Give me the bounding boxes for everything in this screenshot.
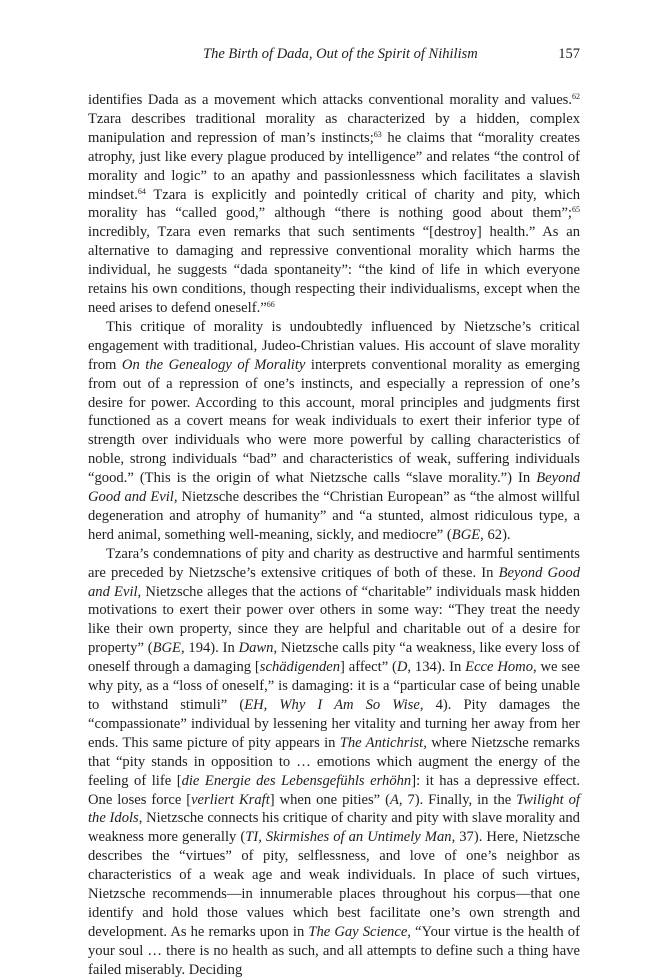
paragraph <box>88 318 580 545</box>
italic-text: schädigenden <box>259 659 341 676</box>
running-header <box>88 46 580 68</box>
italic-text: EH, Why I Am So Wise <box>244 697 420 713</box>
text-run: he claims that “morality creates atrophy, just like every plague produced by intelligence” and relates “the control of morality and logic” to an apathy and passionlessness which facilitates a slavish mindset. <box>88 129 580 203</box>
text-run: Nietzsche calls pity “a weakness, like every loss of oneself through a damaging [ <box>88 640 580 676</box>
text-run: Tzara’s condemnations of pity and charity as destructive and harmful sentiments are preceded by Nietzsche’s extensive critiques of both of these. In <box>88 545 580 581</box>
italic-text: Dawn, <box>238 640 278 657</box>
text-run: “Your virtue is the health of your soul … there is no health as such, and all attempts to define such a thing have failed miserably. Deciding <box>88 923 580 978</box>
text-run: Nietzsche connects his critique of charity and pity with slave morality and weakness more generally ( <box>88 810 580 846</box>
page-number: 157 <box>558 46 580 62</box>
italic-text: A <box>389 791 399 808</box>
text-run: ]: it has a depressive effect. One loses force [ <box>88 772 580 808</box>
italic-text: BGE <box>451 526 481 543</box>
paragraph <box>88 545 580 980</box>
text-run: , 37). Here, Nietzsche describes the “virtues” of pity, selflessness, and love of one’s neighbor as characteristics of a weak age and weak individuals. In place of such virtues, Nietzsche recommends—in innumerable places throughout his corpus—that one identify and hold those values which best facilitate one’s own strength and development. As he remarks upon in <box>88 829 581 940</box>
italic-text: D <box>396 659 408 676</box>
text-run: where Nietzsche remarks that “pity stands in opposition to … emotions which augment the energy of the feeling of life [ <box>88 734 580 789</box>
italic-text: TI, Skirmishes of an Untimely Man <box>245 829 452 846</box>
text-run: ] affect” ( <box>340 659 397 676</box>
italic-text: die Energie des Lebensgefühls erhöhn <box>181 772 412 789</box>
text-run: , 4). Pity damages the “compassionate” individual by lessening her vitality and turning her away from her ends. This same picture of pity appears in <box>88 697 581 751</box>
text-run: , we see why pity, as a “loss of oneself,” is damaging: it is a “particular case of being unable to withstand stimuli” ( <box>88 659 580 713</box>
paragraph <box>88 91 580 318</box>
text-run: Nietzsche alleges that the actions of “charitable” individuals mask hidden motivations to exert their power over others in some way: “They treat the needy like their own property, since they are helpful and charitable out of a desire for property” ( <box>88 583 580 657</box>
text-run: interprets conventional morality as emerging from out of a repression of one’s instincts, and especially a repression of one’s desire for power. According to this account, moral principles and judgments first functioned as a covert means for weak individuals to exert their inferior type of strength over individuals who were more powerful by calling characteristics of noble, strong individuals “bad” and characteristics of weak, suffering individuals “good.” (This is the origin of what Nietzsche calls “slave morality.”) In <box>88 356 580 487</box>
running-title: The Birth of Dada, Out of the Spirit of Nihilism <box>203 46 478 62</box>
footnote-ref: 63 <box>373 129 382 139</box>
italic-text: The Antichrist, <box>339 734 427 751</box>
italic-text: Twilight of the Idols, <box>88 791 580 827</box>
italic-text: BGE <box>152 640 181 657</box>
footnote-ref: 65 <box>572 205 580 215</box>
text-run: Tzara describes traditional morality as characterized by a hidden, complex manipulation and repression of man’s instincts; <box>88 110 580 146</box>
text-run: , 7). Finally, in the <box>398 791 517 808</box>
italic-text: verliert Kraft <box>191 791 270 808</box>
text-run: ] when one pities” ( <box>269 791 390 808</box>
italic-text: Beyond Good and Evil, <box>88 564 580 600</box>
footnote-ref: 66 <box>266 299 275 309</box>
text-run: This critique of morality is undoubtedly influenced by Nietzsche’s critical engagement with traditional, Judeo-Christian values. His account of slave morality from <box>88 318 580 373</box>
text-run: identifies Dada as a movement which attacks conventional morality and values. <box>88 92 572 108</box>
text-run: , 134). In <box>407 659 466 676</box>
footnote-ref: 64 <box>137 186 146 196</box>
body-text <box>88 91 580 980</box>
text-run: , 62). <box>480 526 511 543</box>
text-run: incredibly, Tzara even remarks that such sentiments “[destroy] health.” As an alternative to damaging and repressive conventional morality which harms the individual, he suggests “dada spontaneity”: “the kind of life in which everyone retains his own conditions, though respecting their individualisms, except when the need arises to defend oneself.” <box>88 224 580 316</box>
text-run: Tzara is explicitly and pointedly critical of charity and pity, which morality has “called good,” although “there is nothing good about them”; <box>88 186 580 222</box>
italic-text: On the Genealogy of Morality <box>121 356 306 373</box>
italic-text: Ecce Homo <box>465 659 534 676</box>
italic-text: Beyond Good and Evil, <box>88 470 580 506</box>
italic-text: The Gay Science, <box>308 923 411 940</box>
footnote-ref: 62 <box>572 92 580 101</box>
text-run: Nietzsche describes the “Christian European” as “the almost willful degeneration and atrophy of humanity” and “a stunted, almost ridiculous type, a herd animal, something well-meaning, sickly, and mediocre” ( <box>88 489 580 543</box>
text-run: , 194). In <box>180 640 239 657</box>
